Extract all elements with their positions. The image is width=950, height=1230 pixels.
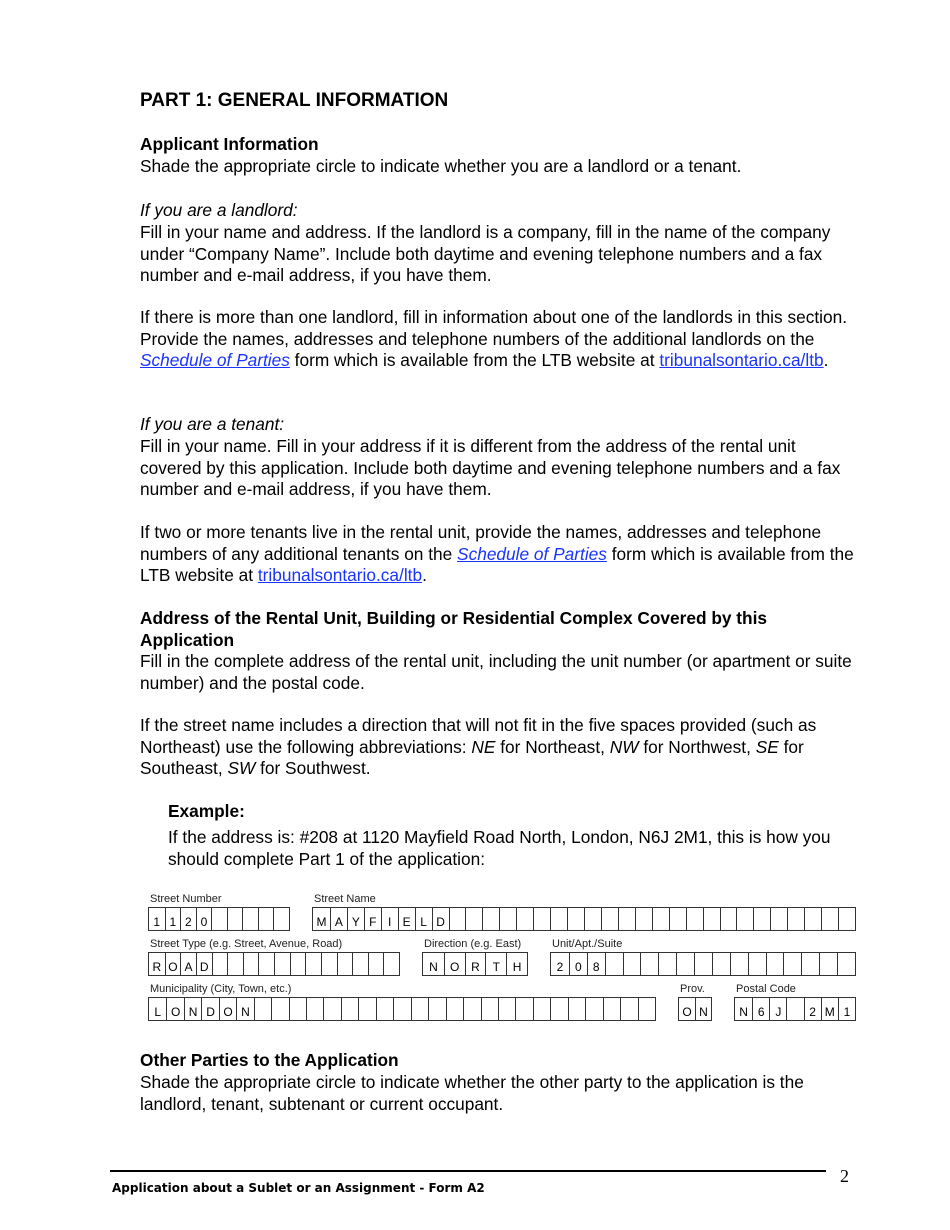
unit-cell[interactable] [837,953,855,975]
municipality-field[interactable] [148,997,656,1021]
street-name-cell[interactable] [601,908,618,930]
unit-label: Unit/Apt./Suite [552,938,623,950]
municipality-cell[interactable] [376,998,393,1020]
municipality-label: Municipality (City, Town, etc.) [150,983,292,995]
municipality-cell[interactable] [393,998,410,1020]
street-name-cell[interactable] [720,908,737,930]
street-type-cell[interactable] [352,953,368,975]
unit-cell[interactable]: 0 [569,953,587,975]
unit-cell[interactable] [730,953,748,975]
street-number-label: Street Number [150,893,222,905]
footer-form-title: Application about a Sublet or an Assignment - Form A2 [112,1181,485,1195]
street-name-cell[interactable] [770,908,787,930]
street-name-cell[interactable] [838,908,855,930]
street-name-cell[interactable] [550,908,567,930]
unit-cell[interactable] [640,953,658,975]
municipality-cell[interactable] [585,998,602,1020]
unit-cell[interactable]: 8 [587,953,605,975]
municipality-cell[interactable]: N [184,998,201,1020]
applicant-intro: Shade the appropriate circle to indicate whether you are a landlord or a tenant. [140,156,742,176]
street-name-cell[interactable] [669,908,686,930]
street-number-cell[interactable]: 1 [153,915,161,929]
postal-cell[interactable]: 2 [804,998,821,1020]
street-type-cell[interactable]: A [180,953,196,975]
municipality-cell[interactable] [515,998,532,1020]
street-number-cell[interactable]: 2 [180,908,196,930]
street-number-cell[interactable] [273,908,289,930]
street-type-cell[interactable]: O [165,953,181,975]
municipality-cell[interactable] [341,998,358,1020]
municipality-cell[interactable] [550,998,567,1020]
unit-cell[interactable]: 2 [556,960,564,974]
ltb-website-link-2[interactable]: tribunalsontario.ca/ltb [257,565,423,586]
direction-field[interactable] [422,952,528,976]
street-name-cell[interactable]: Y [347,908,364,930]
street-type-cell[interactable] [383,953,399,975]
street-name-cell[interactable] [753,908,770,930]
street-name-cell[interactable] [516,908,533,930]
postal-cell[interactable]: J [769,998,786,1020]
street-type-cell[interactable] [258,953,274,975]
province-field[interactable] [678,997,712,1021]
direction-cell[interactable]: N [429,960,438,974]
municipality-cell[interactable] [358,998,375,1020]
page-number: 2 [840,1166,849,1186]
street-type-cell[interactable] [243,953,259,975]
street-type-cell[interactable] [321,953,337,975]
unit-cell[interactable] [712,953,730,975]
street-name-cell[interactable]: E [398,908,415,930]
tenant-paragraph-2: If two or more tenants live in the rental unit, provide the names, addresses and telephone numbers of any additional tenants on the Schedule of Parties form which is available from the LTB website at tribunalsontario.ca/ltb. [140,522,854,586]
unit-cell[interactable] [676,953,694,975]
address-paragraph-2: If the street name includes a direction that will not fit in the five spaces provided (such as Northeast) use the following abbreviations: NE for Northeast, NW for Northwest, SE for Southeast, SW for Southwest. [140,715,817,779]
street-type-field[interactable] [148,952,400,976]
tenant-heading: If you are a tenant: [140,414,285,434]
street-number-cell[interactable] [227,908,243,930]
municipality-cell[interactable] [323,998,340,1020]
municipality-cell[interactable] [446,998,463,1020]
municipality-cell[interactable] [568,998,585,1020]
unit-cell[interactable] [694,953,712,975]
schedule-of-parties-link[interactable]: Schedule of Parties [140,350,290,371]
municipality-cell[interactable] [463,998,480,1020]
unit-cell[interactable] [623,953,641,975]
street-name-cell[interactable] [618,908,635,930]
street-name-cell[interactable] [449,908,466,930]
street-name-cell[interactable] [635,908,652,930]
street-name-cell[interactable] [821,908,838,930]
street-name-cell[interactable] [584,908,601,930]
municipality-cell[interactable]: D [201,998,218,1020]
address-paragraph-1: Fill in the complete address of the rental unit, including the unit number (or apartment or suite number) and the postal code. [140,651,852,693]
street-number-cell[interactable] [242,908,258,930]
municipality-cell[interactable]: L [154,1005,162,1019]
unit-cell[interactable] [801,953,819,975]
example-heading: Example: [168,801,245,821]
municipality-cell[interactable] [603,998,620,1020]
municipality-cell[interactable] [306,998,323,1020]
street-number-cell[interactable] [211,908,227,930]
municipality-cell[interactable] [254,998,271,1020]
unit-cell[interactable] [766,953,784,975]
unit-cell[interactable] [748,953,766,975]
street-name-cell[interactable] [703,908,720,930]
street-number-cell[interactable] [258,908,274,930]
postal-cell[interactable]: 6 [752,998,769,1020]
landlord-paragraph-2: If there is more than one landlord, fill in information about one of the landlords in this section. Provide the names, addresses and telephone numbers of the additional landlords on the Schedule of Parties form which is available from the LTB website at tribunalsontario.ca/ltb. [140,307,848,371]
street-name-cell[interactable] [686,908,703,930]
street-name-cell[interactable]: D [432,908,449,930]
street-type-cell[interactable] [290,953,306,975]
prov-label: Prov. [680,983,705,995]
street-number-cell[interactable]: 0 [196,908,212,930]
postal-cell[interactable]: 1 [838,998,855,1020]
street-number-cell[interactable]: 1 [165,908,181,930]
prov-cell[interactable]: O [682,1005,692,1019]
schedule-of-parties-link-2[interactable]: Schedule of Parties [457,543,607,564]
street-type-cell[interactable] [337,953,353,975]
unit-cell[interactable] [658,953,676,975]
street-type-cell[interactable]: D [196,953,212,975]
municipality-cell[interactable] [620,998,637,1020]
street-name-cell[interactable] [465,908,482,930]
street-name-cell[interactable] [499,908,516,930]
postal-code-field[interactable] [734,997,856,1021]
street-type-cell[interactable] [368,953,384,975]
postal-cell[interactable] [786,998,803,1020]
unit-field[interactable] [550,952,856,976]
street-name-cell[interactable] [787,908,804,930]
landlord-paragraph-1: Fill in your name and address. If the landlord is a company, fill in the name of the company under “Company Name”. Include both daytime and evening telephone numbers and a fax number and e-mail address, if you have them. [140,222,831,286]
municipality-cell[interactable] [411,998,428,1020]
street-name-cell[interactable] [804,908,821,930]
street-name-cell[interactable] [567,908,584,930]
postal-cell[interactable]: M [821,998,838,1020]
other-parties-heading: Other Parties to the Application [140,1050,399,1070]
direction-cell[interactable]: H [506,953,527,975]
street-type-cell[interactable]: R [152,960,162,974]
postal-cell[interactable]: N [739,1005,748,1019]
municipality-cell[interactable] [428,998,445,1020]
street-type-cell[interactable] [274,953,290,975]
municipality-cell[interactable]: N [236,998,253,1020]
municipality-cell[interactable]: O [219,998,236,1020]
tenant-paragraph-1: Fill in your name. Fill in your address if it is different from the address of the rental unit covered by this application. Include both daytime and evening telephone numbers and a fax number and e-mail address, if you have them. [140,436,841,500]
street-name-cell[interactable] [652,908,669,930]
footer-rule [110,1170,826,1172]
municipality-cell[interactable] [533,998,550,1020]
page-title: PART 1: GENERAL INFORMATION [140,90,449,111]
municipality-cell[interactable] [638,998,655,1020]
unit-cell[interactable] [783,953,801,975]
street-type-cell[interactable] [305,953,321,975]
street-number-field[interactable] [148,907,290,931]
street-name-cell[interactable]: F [364,908,381,930]
municipality-cell[interactable] [481,998,498,1020]
example-text: If the address is: #208 at 1120 Mayfield Road North, London, N6J 2M1, this is how you should complete Part 1 of the application: [168,827,831,869]
street-name-field[interactable] [312,907,856,931]
prov-cell[interactable]: N [695,998,711,1020]
street-name-cell[interactable] [533,908,550,930]
street-type-cell[interactable] [227,953,243,975]
street-name-cell[interactable]: I [381,908,398,930]
street-name-cell[interactable] [736,908,753,930]
address-heading: Address of the Rental Unit, Building or Residential Complex Covered by this Application [140,608,768,650]
street-name-cell[interactable]: A [330,908,347,930]
unit-cell[interactable] [819,953,837,975]
other-parties-text: Shade the appropriate circle to indicate whether the other party to the application is the landlord, tenant, subtenant or current occupant. [140,1072,804,1114]
municipality-cell[interactable] [498,998,515,1020]
municipality-cell[interactable] [289,998,306,1020]
ltb-website-link[interactable]: tribunalsontario.ca/ltb [659,350,824,371]
street-name-label: Street Name [314,893,376,905]
street-type-label: Street Type (e.g. Street, Avenue, Road) [150,938,343,950]
municipality-cell[interactable]: O [166,998,183,1020]
municipality-cell[interactable] [271,998,288,1020]
street-name-cell[interactable] [482,908,499,930]
direction-cell[interactable]: T [485,953,506,975]
street-type-cell[interactable] [212,953,228,975]
applicant-heading: Applicant Information [140,134,319,154]
landlord-heading: If you are a landlord: [140,200,298,220]
street-name-cell[interactable]: L [415,908,432,930]
direction-cell[interactable]: O [444,953,465,975]
direction-label: Direction (e.g. East) [424,938,522,950]
postal-code-label: Postal Code [736,983,796,995]
unit-cell[interactable] [605,953,623,975]
direction-cell[interactable]: R [465,953,486,975]
street-name-cell[interactable]: M [316,915,327,929]
